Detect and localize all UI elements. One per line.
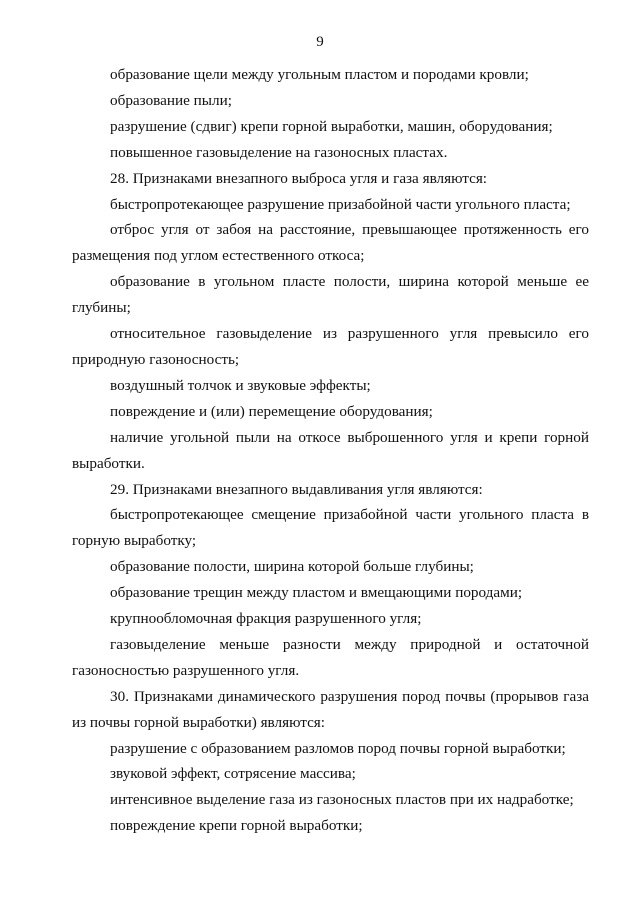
document-body <box>72 62 589 839</box>
page-number: 9 <box>316 34 324 50</box>
section-heading-30: 30. Признаками динамического разрушения пород почвы (прорывов газа из почвы горной выработки) являются: <box>72 687 589 731</box>
list-item: интенсивное выделение газа из газоносных пластов при их надработке; <box>110 791 574 809</box>
list-item: воздушный толчок и звуковые эффекты; <box>110 376 371 394</box>
list-item: образование щели между угольным пластом и породами кровли; <box>110 66 529 83</box>
list-item: относительное газовыделение из разрушенного угля превысило его природную газоносность; <box>72 325 589 368</box>
section-heading-28: 28. Признаками внезапного выброса угля и газа являются: <box>110 169 488 187</box>
list-item: звуковой эффект, сотрясение массива; <box>110 765 356 783</box>
section-heading-29: 29. Признаками внезапного выдавливания угля являются: <box>110 480 483 498</box>
list-item: наличие угольной пыли на откосе выброшенного угля и крепи горной выработки. <box>72 428 589 472</box>
list-item: разрушение (сдвиг) крепи горной выработки, машин, оборудования; <box>110 117 553 135</box>
list-item: быстропротекающее смещение призабойной части угольного пласта в горную выработку; <box>72 506 589 550</box>
list-item: образование полости, ширина которой больше глубины; <box>110 558 474 576</box>
list-item: повреждение крепи горной выработки; <box>110 817 363 835</box>
list-item: образование в угольном пласте полости, ширина которой меньше ее глубины; <box>72 273 589 317</box>
list-item: разрушение с образованием разломов пород почвы горной выработки; <box>110 739 566 757</box>
list-item: крупнообломочная фракция разрушенного угля; <box>110 610 422 628</box>
list-item: повреждение и (или) перемещение оборудования; <box>110 402 433 420</box>
list-item: быстропротекающее разрушение призабойной части угольного пласта; <box>110 195 571 213</box>
list-item: повышенное газовыделение на газоносных пластах. <box>110 143 448 161</box>
list-item: отброс угля от забоя на расстояние, превышающее протяженность его размещения под углом естественного откоса; <box>72 221 589 265</box>
list-item: газовыделение меньше разности между природной и остаточной газоносностью разрушенного угля. <box>72 635 589 679</box>
list-item: образование пыли; <box>110 91 232 109</box>
list-item: образование трещин между пластом и вмещающими породами; <box>110 584 523 602</box>
